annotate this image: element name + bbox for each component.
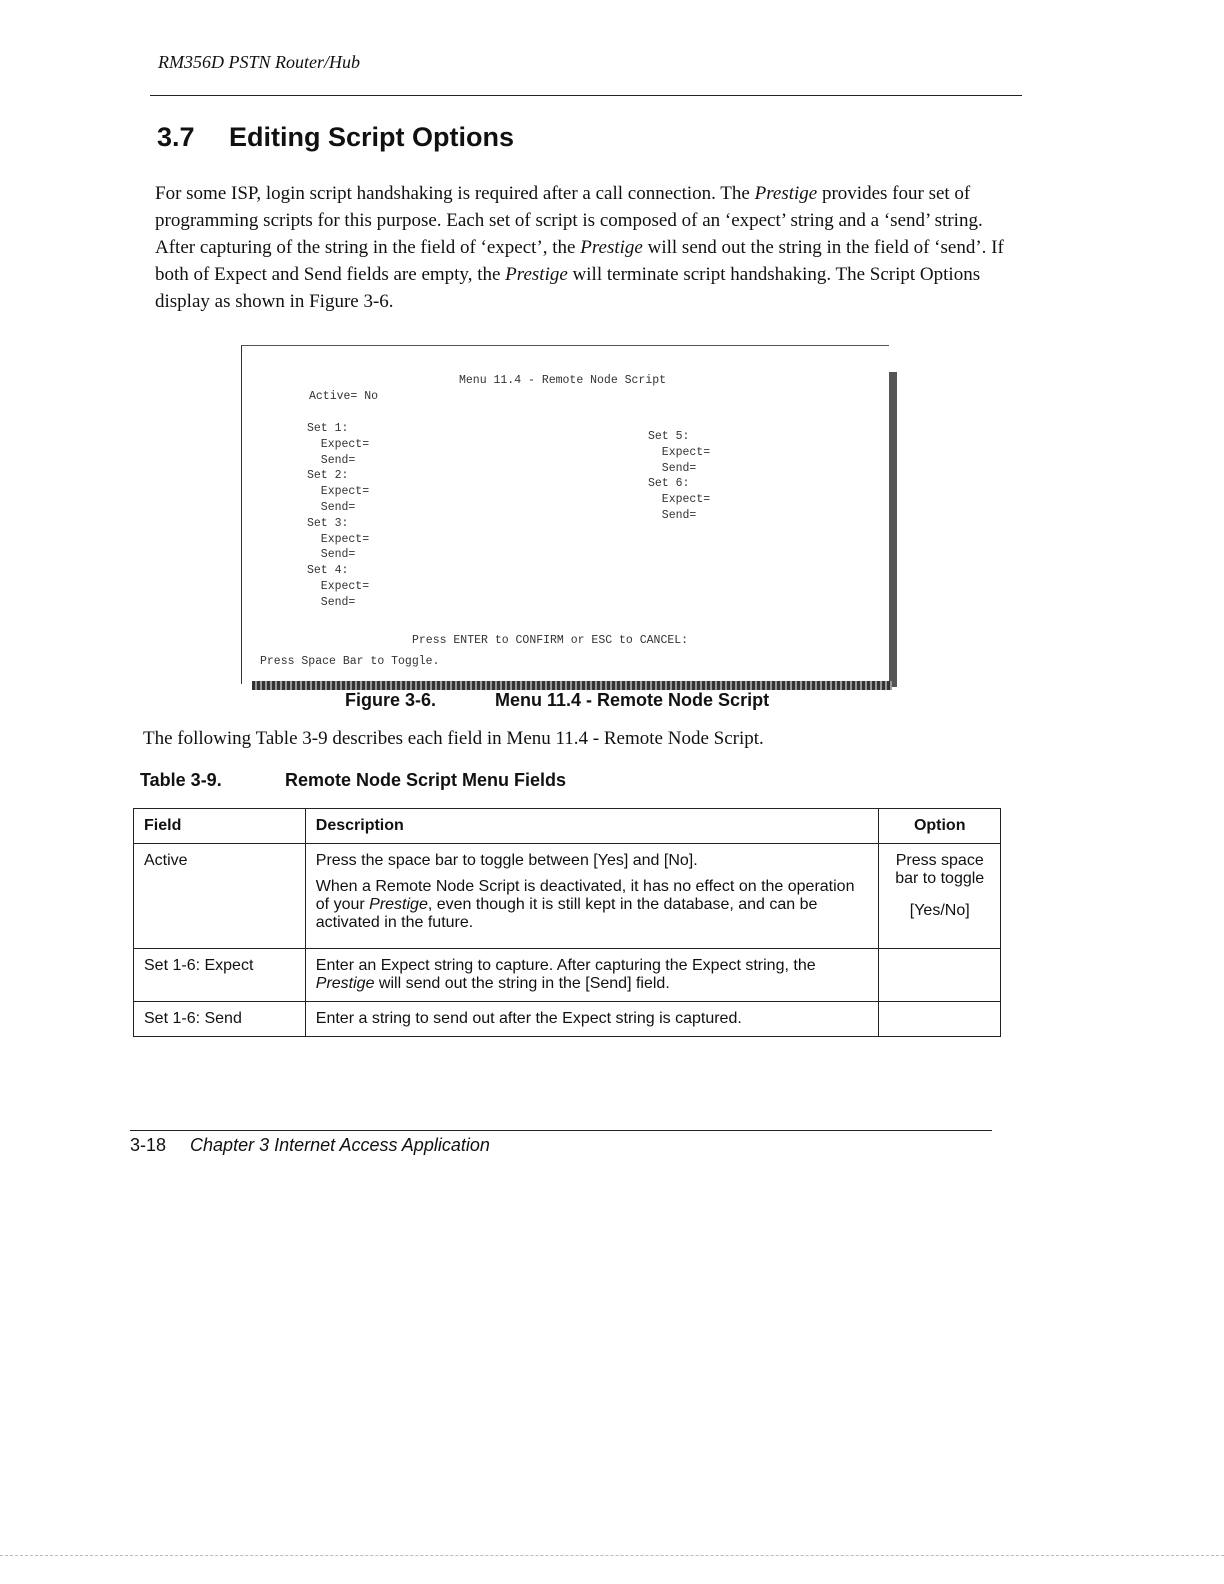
terminal-menu-title: Menu 11.4 - Remote Node Script: [459, 374, 667, 387]
section-title: Editing Script Options: [229, 122, 514, 152]
table-row: [134, 1002, 1001, 1037]
row-active-description: [305, 844, 879, 949]
table-title: Remote Node Script Menu Fields: [285, 770, 567, 790]
terminal-line: Set 6:: [648, 477, 690, 491]
terminal-line: Send=: [648, 461, 697, 475]
page-number: 3-18: [130, 1135, 167, 1155]
active-desc-2c: , even though it is still kept in the database, and can be activated in the future.: [315, 896, 818, 931]
intro-text-3: will send out the string in the field of ‘send’. If both of Expect and Send fields are empty, the: [155, 237, 1004, 285]
terminal-line: Expect=: [648, 445, 711, 459]
table-header-row: [134, 809, 1001, 844]
terminal-line: Send=: [307, 595, 356, 609]
terminal-scrollbar: [889, 372, 897, 687]
row-send-description: Enter a string to send out after the Expect string is captured.: [305, 1002, 879, 1037]
row-expect-description: [305, 949, 879, 1002]
scan-edge-line: [0, 1555, 1224, 1556]
running-header: RM356D PSTN Router/Hub: [158, 52, 360, 72]
page-footer: [130, 1135, 490, 1156]
intro-text-1: For some ISP, login script handshaking is required after a call connection. The: [155, 183, 755, 204]
active-option-1: Press space bar to toggle: [895, 852, 985, 887]
terminal-toggle-hint: Press Space Bar to Toggle.: [260, 655, 440, 668]
figure-title: Menu 11.4 - Remote Node Script: [495, 690, 770, 710]
intro-prestige-1: Prestige: [754, 183, 818, 204]
table-row: [134, 949, 1001, 1002]
active-desc-2a: When a Remote Node Script is deactivated, it has no effect on the operation of your: [315, 878, 855, 913]
row-active-field: Active: [134, 844, 306, 949]
terminal-line: Expect=: [307, 580, 370, 593]
row-send-field: Set 1-6: Send: [134, 1002, 306, 1037]
table-caption: [140, 770, 566, 791]
terminal-line: Send=: [307, 548, 356, 562]
chapter-title: Chapter 3 Internet Access Application: [190, 1135, 490, 1155]
terminal-screenshot: [241, 345, 889, 684]
expect-desc-1: Enter an Expect string to capture. After capturing the Expect string, the: [315, 957, 816, 974]
intro-prestige-3: Prestige: [505, 264, 568, 285]
row-expect-field: Set 1-6: Expect: [134, 949, 306, 1002]
figure-caption: [345, 690, 769, 711]
header-option: Option: [879, 809, 1001, 844]
terminal-line: Set 4:: [307, 564, 349, 578]
terminal-line: Expect=: [307, 485, 370, 499]
row-send-option: [879, 1002, 1001, 1037]
row-expect-option: [879, 949, 1001, 1002]
terminal-active-field: Active= No: [309, 390, 379, 403]
terminal-line: Set 5:: [648, 430, 690, 443]
terminal-line: Send=: [307, 501, 356, 514]
terminal-line: Send=: [648, 509, 697, 522]
header-rule: [150, 95, 1022, 96]
terminal-confirm-prompt: Press ENTER to CONFIRM or ESC to CANCEL:: [412, 634, 689, 647]
expect-desc-3: will send out the string in the [Send] field.: [374, 975, 670, 992]
header-description: Description: [305, 809, 879, 844]
terminal-line: Set 1:: [307, 422, 349, 435]
terminal-line: Expect=: [307, 437, 370, 451]
footer-rule: [130, 1130, 992, 1131]
terminal-bottom-bar: [252, 681, 892, 690]
terminal-line: Set 2:: [307, 469, 349, 483]
intro-prestige-2: Prestige: [580, 237, 643, 258]
terminal-line: Send=: [307, 453, 356, 467]
section-number: 3.7: [157, 122, 195, 152]
terminal-line: Expect=: [307, 532, 370, 546]
section-heading: [157, 122, 514, 153]
intro-text-2: provides four set of programming scripts for this purpose. Each set of script is composed of an ‘expect’ string and a ‘send’ string. After capturing of the string in the field of ‘expect’, the: [155, 183, 983, 258]
terminal-line: Expect=: [648, 493, 711, 507]
fields-table: [133, 808, 1001, 1037]
table-label: Table 3-9.: [140, 770, 222, 790]
active-option-2: [Yes/No]: [909, 902, 970, 919]
active-desc-prestige: Prestige: [369, 896, 428, 913]
expect-desc-prestige: Prestige: [315, 975, 375, 992]
active-desc-2: [316, 878, 869, 932]
figure-label: Figure 3-6.: [345, 690, 437, 710]
terminal-line: Set 3:: [307, 516, 349, 530]
intro-paragraph: [155, 180, 1005, 315]
row-active-option: [879, 844, 1001, 949]
table-intro-text: The following Table 3-9 describes each field in Menu 11.4 - Remote Node Script.: [143, 728, 764, 749]
header-field: Field: [134, 809, 306, 844]
table-row: [134, 844, 1001, 949]
active-desc-1: Press the space bar to toggle between [Yes] and [No].: [315, 852, 698, 869]
intro-text-4: will terminate script handshaking. The Script Options display as shown in Figure 3-6.: [155, 264, 981, 312]
